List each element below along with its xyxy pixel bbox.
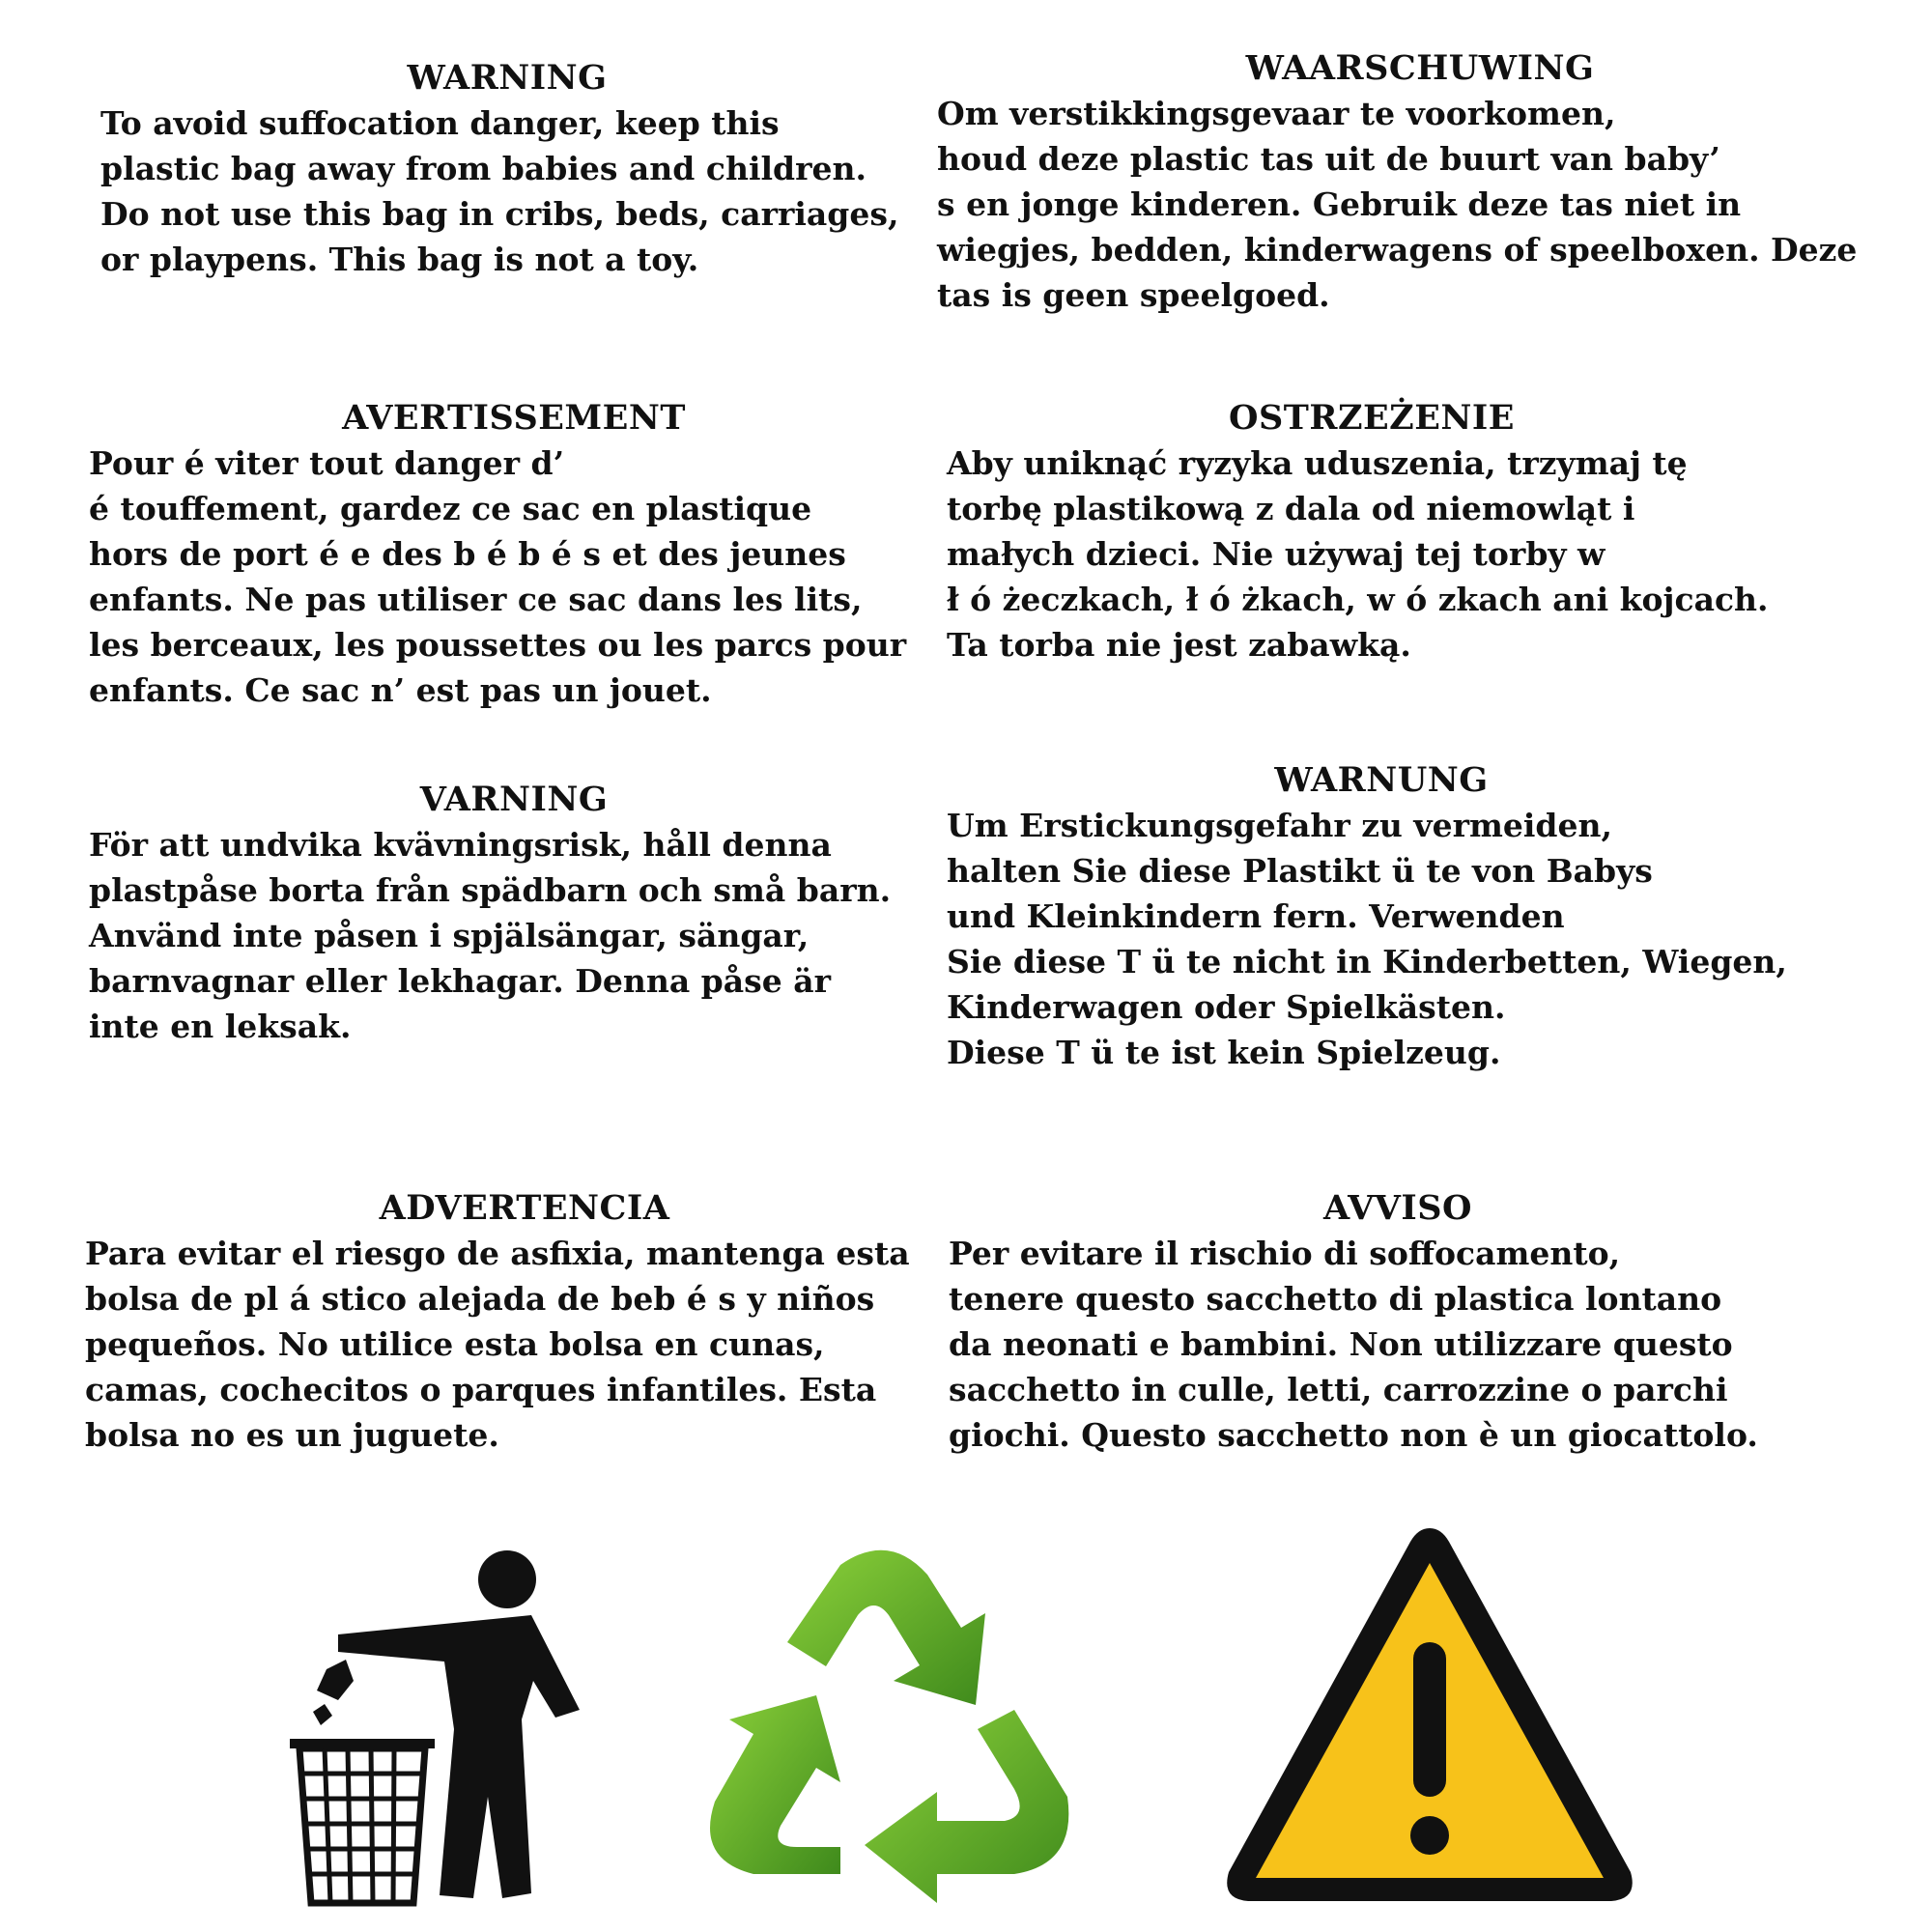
- warning-line: inte en leksak.: [89, 1008, 352, 1045]
- warning-text-pl: [947, 440, 1797, 668]
- warning-text-it: [949, 1231, 1847, 1458]
- warning-heading-es: ADVERTENCIA: [379, 1188, 670, 1228]
- warning-line: barnvagnar eller lekhagar. Denna påse är: [89, 962, 831, 1000]
- warning-block-fr: [89, 396, 939, 713]
- warning-heading-fr: AVERTISSEMENT: [342, 398, 686, 438]
- warning-line: wiegjes, bedden, kinderwagens of speelboxen. Deze: [937, 231, 1858, 269]
- warning-text-nl: [937, 91, 1903, 318]
- warning-heading-it: AVVISO: [1322, 1188, 1473, 1228]
- warning-line: camas, cochecitos o parques infantiles. Esta: [85, 1371, 877, 1408]
- warning-block-de: [947, 758, 1816, 1075]
- warning-line: Använd inte påsen i spjälsängar, sängar,: [89, 917, 810, 954]
- warning-line: Per evitare il rischio di soffocamento,: [949, 1235, 1621, 1272]
- warning-text-en: [97, 100, 918, 282]
- warning-line: plastpåse borta från spädbarn och små barn.: [89, 871, 892, 909]
- warning-line: Kinderwagen oder Spielkästen.: [947, 988, 1506, 1026]
- warning-line: tenere questo sacchetto di plastica lontano: [949, 1280, 1722, 1318]
- warning-block-pl: [947, 396, 1797, 668]
- warning-line: Aby uniknąć ryzyka uduszenia, trzymaj tę: [947, 444, 1688, 482]
- warning-line: plastic bag away from babies and children.: [100, 150, 867, 187]
- warning-line: da neonati e bambini. Non utilizzare questo: [949, 1325, 1733, 1363]
- warning-line: é touffement, gardez ce sac en plastique: [89, 490, 812, 527]
- warning-line: Om verstikkingsgevaar te voorkomen,: [937, 95, 1616, 132]
- warning-line: Ta torba nie jest zabawką.: [947, 626, 1411, 664]
- warning-line: bolsa no es un juguete.: [85, 1416, 499, 1454]
- warning-line: tas is geen speelgoed.: [937, 276, 1330, 314]
- icon-row: [0, 1517, 1932, 1922]
- warning-line: enfants. Ne pas utiliser ce sac dans les lits,: [89, 581, 863, 618]
- warning-line: Do not use this bag in cribs, beds, carriages,: [100, 195, 899, 233]
- warning-line: les berceaux, les poussettes ou les parcs pour: [89, 626, 907, 664]
- warning-line: pequeños. No utilice esta bolsa en cunas,: [85, 1325, 825, 1363]
- warning-heading-de: WARNUNG: [1274, 760, 1489, 800]
- warning-line: Diese T ü te ist kein Spielzeug.: [947, 1034, 1501, 1071]
- warning-line: ł ó żeczkach, ł ó żkach, w ó zkach ani kojcach.: [947, 581, 1769, 618]
- warning-line: torbę plastikową z dala od niemowląt i: [947, 490, 1635, 527]
- warning-line: halten Sie diese Plastikt ü te von Babys: [947, 852, 1653, 890]
- warning-triangle-icon: [1217, 1517, 1642, 1913]
- warning-text-sv: [89, 822, 939, 1049]
- warning-line: houd deze plastic tas uit de buurt van baby’: [937, 140, 1720, 178]
- warning-line: małych dzieci. Nie używaj tej torby w: [947, 535, 1605, 573]
- warning-block-it: [949, 1186, 1847, 1458]
- warning-line: or playpens. This bag is not a toy.: [100, 241, 699, 278]
- warning-text-de: [947, 803, 1816, 1075]
- warning-line: Para evitar el riesgo de asfixia, mantenga esta: [85, 1235, 910, 1272]
- warning-text-es: [85, 1231, 964, 1458]
- warning-block-en: [97, 56, 918, 282]
- warning-heading-pl: OSTRZEŻENIE: [1229, 398, 1515, 438]
- warning-line: sacchetto in culle, letti, carrozzine o parchi: [949, 1371, 1728, 1408]
- warning-line: giochi. Questo sacchetto non è un giocattolo.: [949, 1416, 1758, 1454]
- warning-block-nl: [937, 46, 1903, 318]
- warning-line: Sie diese T ü te nicht in Kinderbetten, Wiegen,: [947, 943, 1787, 980]
- warning-block-es: [85, 1186, 964, 1458]
- recycle-icon: [696, 1536, 1082, 1922]
- warning-line: Um Erstickungsgefahr zu vermeiden,: [947, 807, 1612, 844]
- warning-heading-sv: VARNING: [419, 780, 609, 819]
- warning-line: enfants. Ce sac n’ est pas un jouet.: [89, 671, 712, 709]
- warning-heading-nl: WAARSCHUWING: [1245, 48, 1595, 88]
- warning-line: hors de port é e des b é b é s et des jeunes: [89, 535, 846, 573]
- warning-line: To avoid suffocation danger, keep this: [100, 104, 780, 142]
- warning-line: bolsa de pl á stico alejada de beb é s y niños: [85, 1280, 875, 1318]
- warning-line: s en jonge kinderen. Gebruik deze tas niet in: [937, 185, 1742, 223]
- warning-heading-en: WARNING: [407, 58, 608, 98]
- warning-text-fr: [89, 440, 939, 713]
- warning-line: Pour é viter tout danger d’: [89, 444, 565, 482]
- warning-line: För att undvika kvävningsrisk, håll denna: [89, 826, 832, 864]
- tidyman-icon: [290, 1546, 599, 1913]
- warning-line: und Kleinkindern fern. Verwenden: [947, 897, 1565, 935]
- warning-block-sv: [89, 778, 939, 1049]
